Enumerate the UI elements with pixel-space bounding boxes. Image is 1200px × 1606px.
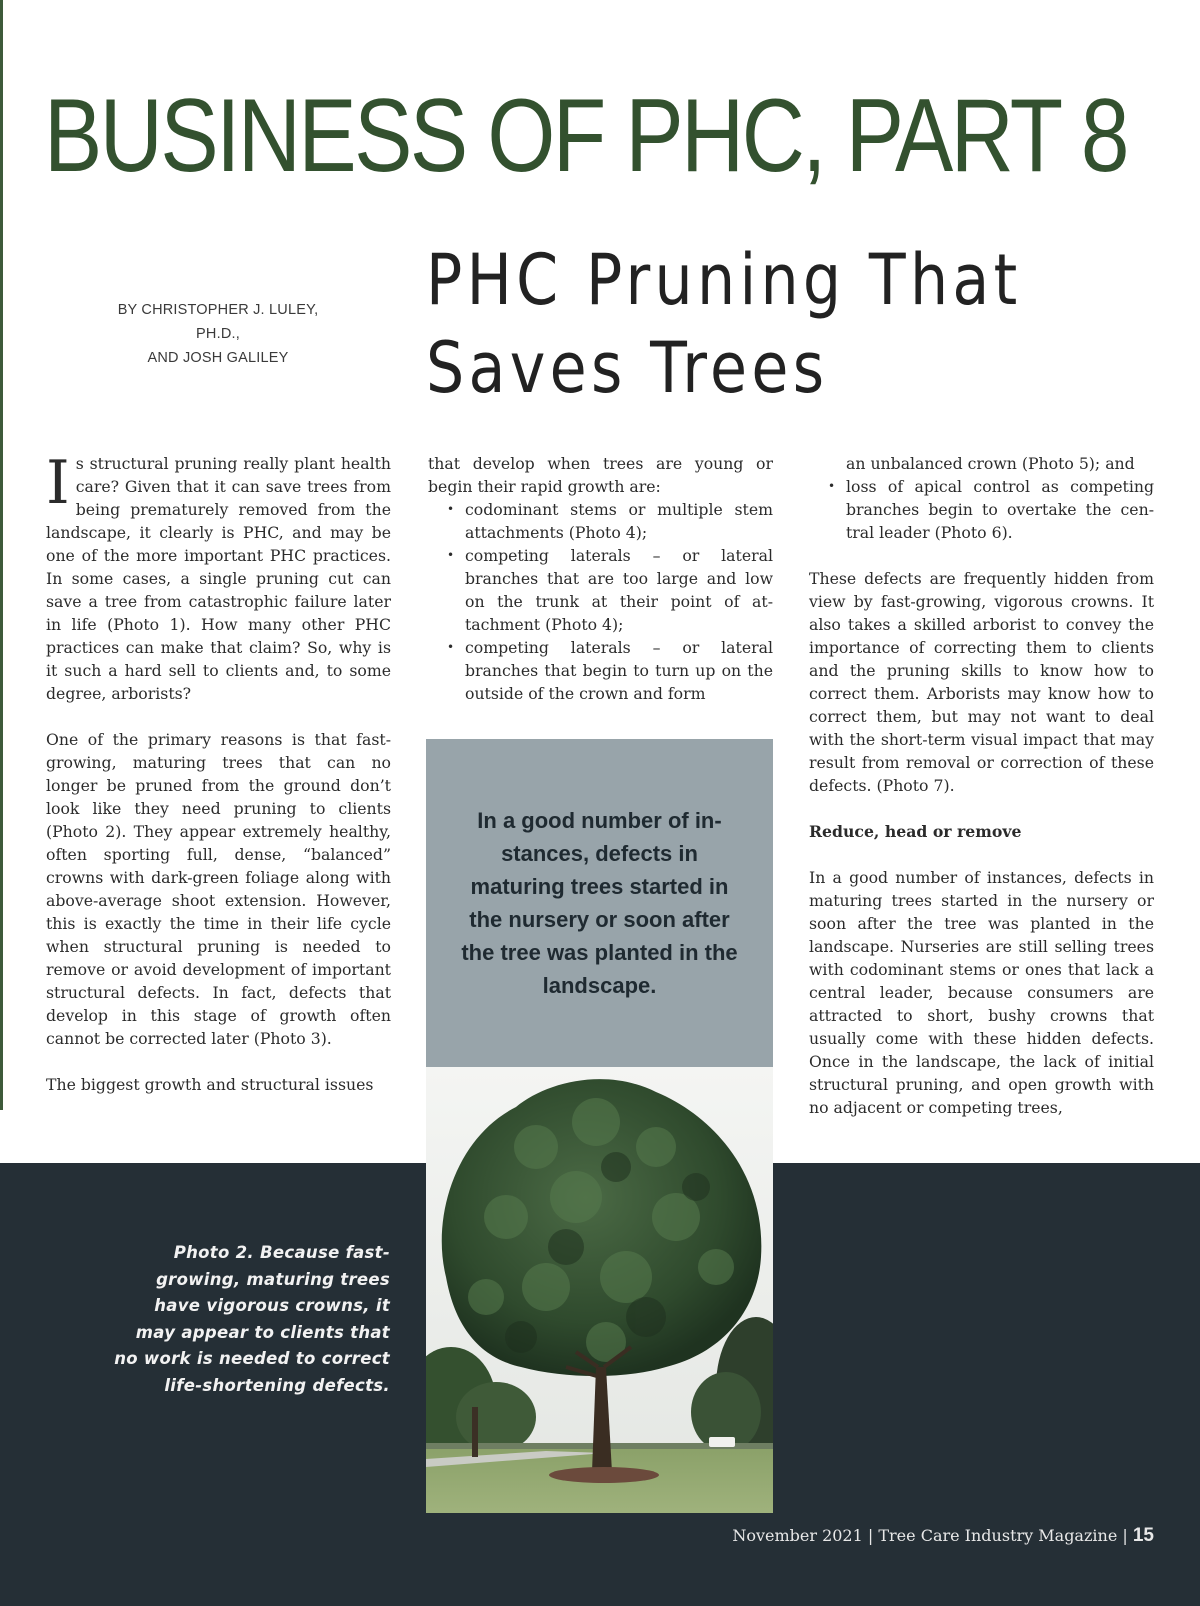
tree-photo xyxy=(426,1067,773,1513)
byline xyxy=(100,298,336,370)
pull-quote-text: In a good number of instances, defects in maturing trees started in the nursery or soon after the tree was planted in the landscape. xyxy=(461,808,738,998)
paragraph: These defects are frequently hidden from view by fast-growing, vigorous crowns. It also takes a skilled arborist to convey the importance of correcting them to clients and the pruning skills to know how to correct them. Arborists may know how to correct them, but may not want to deal with the short-term visual impact that may result from removal or correction of these defects. (Photo 7). xyxy=(809,569,1154,795)
list-item: • competing laterals – or lateral branches that are too large and low on the trunk at their point of attachment (Photo 4); xyxy=(465,544,773,636)
section-title: BUSINESS OF PHC, PART 8 xyxy=(44,78,1127,194)
photo-caption: Photo 2. Because fast-growing, maturing trees have vigorous crowns, it may appear to clients that no work is needed to correct life-shortening defects. xyxy=(114,1243,390,1395)
drop-cap: I xyxy=(46,448,70,518)
defect-list-cont xyxy=(809,452,1154,544)
paragraph: The biggest growth and structural issues xyxy=(46,1075,374,1094)
subheading: Reduce, head or remove xyxy=(809,822,1022,841)
article-title-line2: Saves Trees xyxy=(426,327,829,409)
byline-authors-cont: AND JOSH GALILEY xyxy=(147,350,289,366)
paragraph: that develop when trees are young or begin their rapid growth are: xyxy=(428,454,773,496)
byline-authors: BY CHRISTOPHER J. LULEY, PH.D., xyxy=(117,302,319,342)
paragraph-text: s structural pruning really plant health care? Given that it can save trees from being prematurely removed from the landscape, it clearly is PHC, and may be one of the more important PHC practices. In some cases, a single pruning cut can save a tree from catastrophic failure later in life (Photo 1). How many other PHC practices can make that claim? So, why is it such a hard sell to clients and, to some degree, arborists? xyxy=(46,454,391,703)
list-item: • codominant stems or multiple stem attachments (Photo 4); xyxy=(465,498,773,544)
paragraph: In a good number of instances, defects in maturing trees started in the nursery or soon after the tree was planted in the landscape. Nurseries are still selling trees with codominant stems or ones that lack a central leader, because consumers are attracted to short, bushy crowns that usually come with these hidden defects. Once in the landscape, the lack of initial structural pruning, and open growth with no adjacent or competing trees, xyxy=(809,868,1154,1117)
article-title-line1: PHC Pruning That xyxy=(426,239,1022,321)
pull-quote-box xyxy=(426,739,773,1067)
paragraph: One of the primary reasons is that fast-growing, maturing trees that can no longer be pruned from the ground don’t look like they need pruning to clients (Photo 2). They appear extremely healthy, often sporting full, dense, “balanced” crowns with dark-green foliage along with above-average shoot extension. However, this is exactly the time in their life cycle when structural pruning is needed to remove or avoid development of important structural defects. In fact, defects that develop in this stage of growth often cannot be corrected later (Photo 3). xyxy=(46,730,391,1048)
column-3 xyxy=(809,452,1154,1142)
list-item: • competing laterals – or lateral branches that begin to turn up on the outside of the crown and form xyxy=(465,636,773,705)
column-1 xyxy=(46,448,391,1119)
issue-info: November 2021 | Tree Care Industry Magazine | xyxy=(732,1526,1128,1545)
page-footer xyxy=(732,1521,1154,1551)
article-title xyxy=(426,236,1080,412)
column-2 xyxy=(428,452,773,705)
defect-list xyxy=(428,498,773,705)
list-item-cont: an unbalanced crown (Photo 5); and xyxy=(846,454,1135,473)
list-item: • loss of apical control as competing branches begin to overtake the central leader (Photo 6). xyxy=(846,475,1154,544)
paragraph xyxy=(46,448,391,705)
left-edge-rule xyxy=(0,0,3,1110)
page-number: 15 xyxy=(1132,1525,1154,1546)
